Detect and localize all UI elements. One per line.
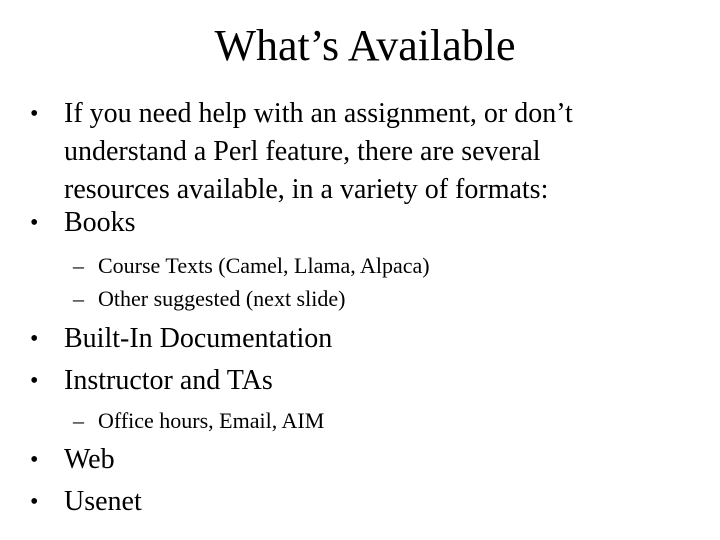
sub-bullet-text: Office hours, Email, AIM	[98, 408, 325, 433]
bullet-text-line: If you need help with an assignment, or don’t	[64, 98, 573, 129]
dash-icon: –	[73, 253, 84, 278]
sub-bullet-text: Course Texts (Camel, Llama, Alpaca)	[98, 253, 430, 278]
dash-icon: –	[73, 408, 84, 433]
bullet-item-help-resources	[30, 95, 690, 209]
sub-bullet-item-office-hours	[73, 404, 573, 437]
bullet-item-built-in-documentation	[30, 320, 530, 358]
bullet-text-line: understand a Perl feature, there are several	[64, 136, 541, 167]
bullet-text: Usenet	[64, 486, 142, 517]
bullet-text-line: resources available, in a variety of formats:	[64, 174, 549, 205]
bullet-text	[64, 95, 573, 209]
bullet-icon: •	[30, 326, 39, 352]
bullet-icon: •	[30, 101, 39, 127]
bullet-icon: •	[30, 447, 39, 473]
bullet-item-web	[30, 441, 330, 479]
bullet-item-books	[30, 204, 330, 242]
bullet-item-usenet	[30, 483, 330, 521]
bullet-icon: •	[30, 368, 39, 394]
bullet-icon: •	[30, 489, 39, 515]
bullet-text: Web	[64, 444, 115, 475]
sub-bullet-item-other-suggested	[73, 282, 573, 315]
sub-bullet-item-course-texts	[73, 249, 573, 282]
bullet-text: Built-In Documentation	[64, 323, 333, 354]
bullet-text: Books	[64, 207, 136, 238]
slide-title: What’s Available	[214, 21, 516, 70]
sub-bullet-text: Other suggested (next slide)	[98, 286, 346, 311]
bullet-icon: •	[30, 210, 39, 236]
dash-icon: –	[73, 286, 84, 311]
bullet-text: Instructor and TAs	[64, 365, 273, 396]
bullet-item-instructor-and-tas	[30, 362, 530, 400]
